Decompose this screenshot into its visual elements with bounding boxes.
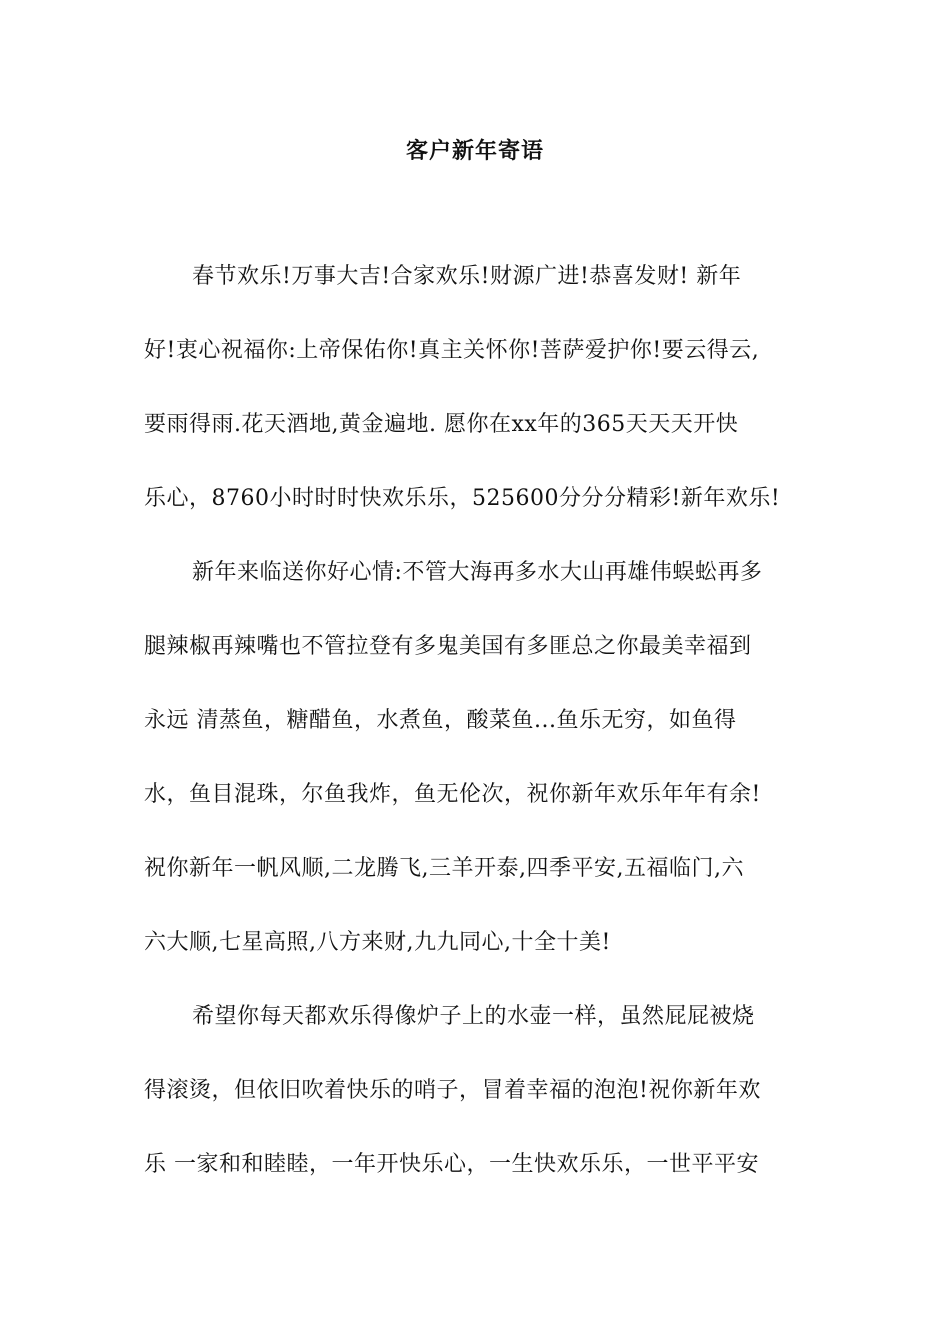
paragraph-line: 水，鱼目混珠，尔鱼我炸，鱼无伦次，祝你新年欢乐年年有余!	[144, 782, 761, 807]
paragraph-line: 春节欢乐!万事大吉!合家欢乐!财源广进!恭喜发财! 新年	[192, 264, 742, 289]
paragraph-line: 要雨得雨.花天酒地,黄金遍地. 愿你在xx年的365天天天开快	[144, 412, 739, 437]
paragraph-line: 好!衷心祝福你:上帝保佑你!真主关怀你!菩萨爱护你!要云得云,	[144, 338, 760, 363]
page-title: 客户新年寄语	[405, 138, 544, 164]
paragraph-line: 新年来临送你好心情:不管大海再多水大山再雄伟蜈蚣再多	[192, 560, 763, 585]
paragraph-line: 六大顺,七星高照,八方来财,九九同心,十全十美!	[144, 930, 611, 955]
paragraph-line: 乐心，8760小时时时快欢乐乐，525600分分分精彩!新年欢乐!	[144, 486, 781, 511]
paragraph-line: 永远 清蒸鱼，糖醋鱼，水煮鱼，酸菜鱼...鱼乐无穷，如鱼得	[144, 708, 737, 733]
paragraph-line: 希望你每天都欢乐得像炉子上的水壶一样，虽然屁屁被烧	[192, 1004, 755, 1029]
paragraph-line: 得滚烫，但依旧吹着快乐的哨子，冒着幸福的泡泡!祝你新年欢	[144, 1078, 761, 1103]
paragraph-line: 祝你新年一帆风顺,二龙腾飞,三羊开泰,四季平安,五福临门,六	[144, 856, 744, 881]
paragraph-line: 乐 一家和和睦睦，一年开快乐心，一生快欢乐乐，一世平平安	[144, 1152, 759, 1177]
paragraph-line: 腿辣椒再辣嘴也不管拉登有多鬼美国有多匪总之你最美幸福到	[144, 634, 752, 659]
